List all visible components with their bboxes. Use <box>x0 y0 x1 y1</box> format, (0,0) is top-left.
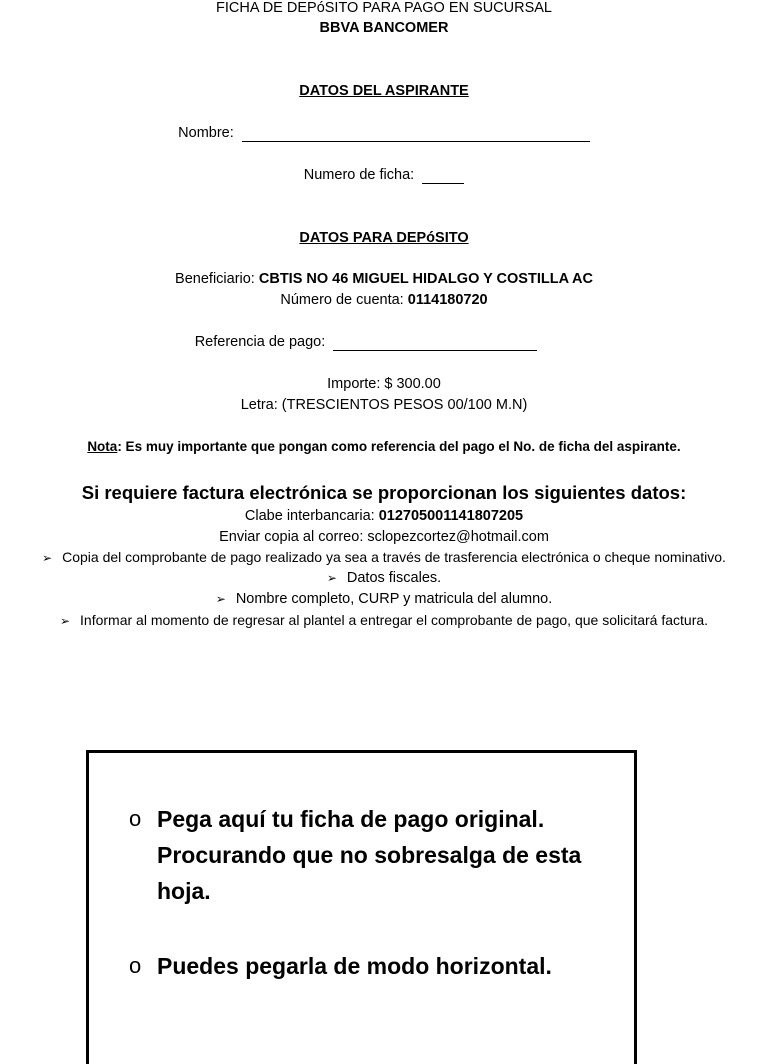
clabe-label: Clabe interbancaria: <box>244 508 375 524</box>
invoice-item-1 <box>0 548 768 567</box>
arrow-bullet-icon: ➢ <box>215 592 226 606</box>
deposit-heading: DATOS PARA DEPóSITO <box>299 230 469 246</box>
bank-name: BBVA BANCOMER <box>319 20 449 36</box>
note-label: Nota <box>87 439 118 454</box>
reference-row <box>0 333 750 351</box>
invoice-item-text: Datos fiscales. <box>346 570 442 586</box>
ticket-field-row <box>0 166 768 184</box>
account-label: Número de cuenta: <box>280 292 404 308</box>
invoice-heading: Si requiere factura electrónica se proporcionan los siguientes datos: <box>81 482 687 503</box>
name-blank-line <box>242 126 590 142</box>
name-field-row <box>0 124 768 142</box>
paste-instruction-2 <box>129 948 617 984</box>
invoice-item-3 <box>0 590 768 608</box>
invoice-item-text: Nombre completo, CURP y matricula del alumno. <box>235 591 553 607</box>
note-row <box>0 438 768 456</box>
clabe-row <box>0 507 768 525</box>
invoice-item-text: Informar al momento de regresar al plantel a entregar el comprobante de pago, que solicitará factura. <box>80 612 709 628</box>
account-value: 0114180720 <box>407 292 488 308</box>
account-row <box>0 291 768 309</box>
amount-row: Importe: $ 300.00 <box>327 376 441 392</box>
circle-bullet-icon: o <box>129 953 142 978</box>
arrow-bullet-icon: ➢ <box>59 614 71 628</box>
circle-bullet-icon: o <box>129 806 142 831</box>
invoice-item-2 <box>0 569 768 587</box>
applicant-heading: DATOS DEL ASPIRANTE <box>299 83 469 99</box>
amount-letter-row: Letra: (TRESCIENTOS PESOS 00/100 M.N) <box>240 397 528 413</box>
paste-instruction-text: Pega aquí tu ficha de pago original. Procurando que no sobresalga de esta hoja. <box>157 806 582 904</box>
clabe-value: 012705001141807205 <box>378 508 524 524</box>
paste-receipt-box <box>86 750 637 1064</box>
email-row: Enviar copia al correo: sclopezcortez@hotmail.com <box>219 529 549 545</box>
invoice-item-text: Copia del comprobante de pago realizado ya sea a través de trasferencia electrónica o cheque nominativo. <box>62 549 726 565</box>
reference-label: Referencia de pago: <box>194 334 326 350</box>
beneficiary-row <box>0 270 768 288</box>
ticket-blank-line <box>422 168 464 184</box>
ticket-label: Numero de ficha: <box>303 167 415 183</box>
beneficiary-label: Beneficiario: <box>175 271 255 287</box>
paste-instruction-1 <box>129 801 617 909</box>
reference-blank-line <box>333 335 537 351</box>
paste-instruction-text: Puedes pegarla de modo horizontal. <box>157 953 552 979</box>
document-title: FICHA DE DEPóSITO PARA PAGO EN SUCURSAL <box>215 0 552 16</box>
note-text: : Es muy importante que pongan como referencia del pago el No. de ficha del aspirante. <box>117 439 681 454</box>
beneficiary-value: CBTIS NO 46 MIGUEL HIDALGO Y COSTILLA AC <box>258 271 593 287</box>
invoice-item-4 <box>0 611 768 630</box>
arrow-bullet-icon: ➢ <box>326 571 337 585</box>
name-label: Nombre: <box>178 125 234 141</box>
arrow-bullet-icon: ➢ <box>42 551 53 565</box>
